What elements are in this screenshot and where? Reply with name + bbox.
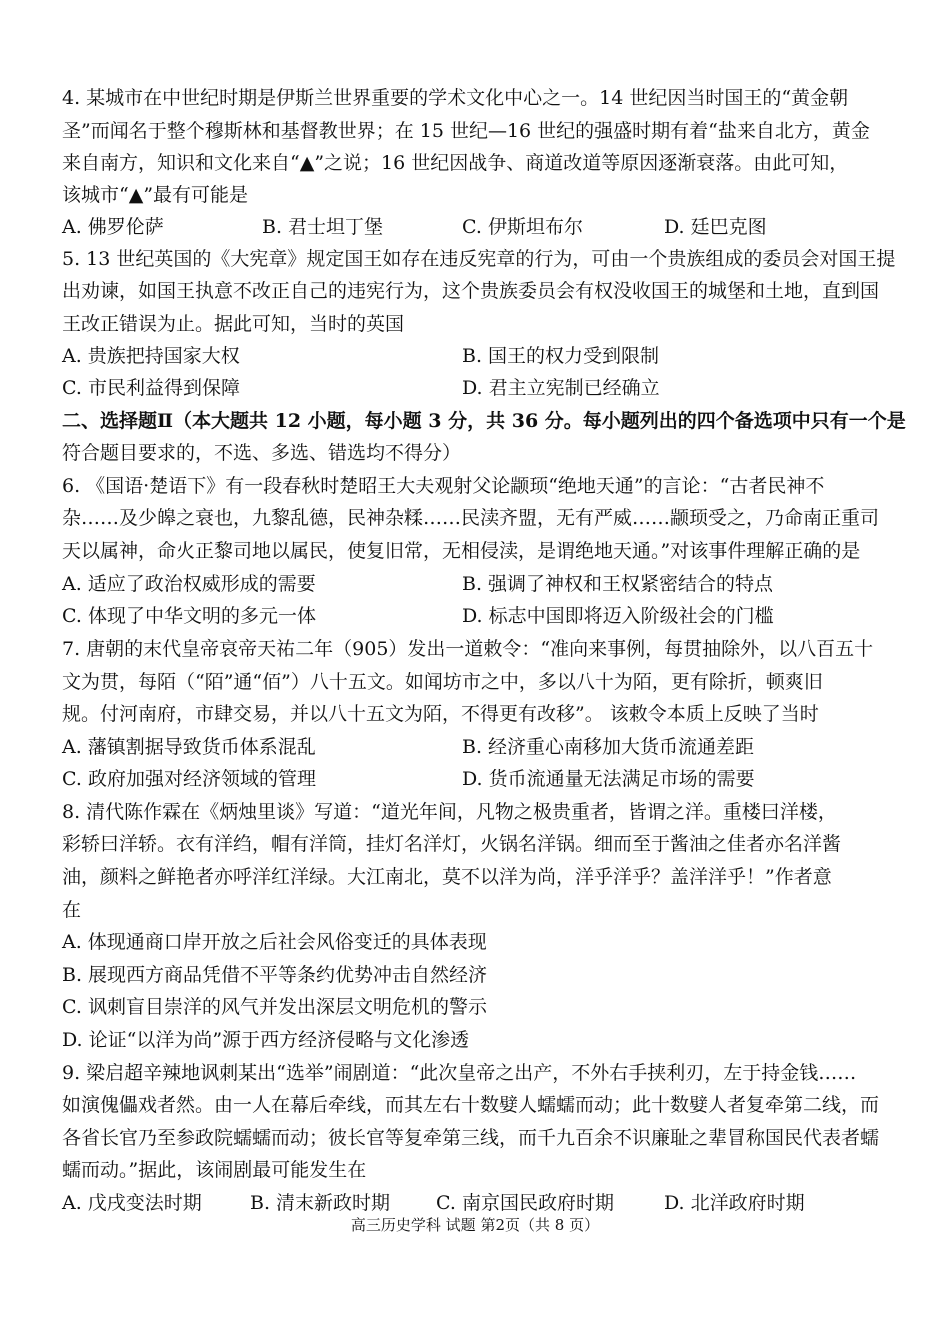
q6-line-2: 杂……及少皞之衰也，九黎乱德，民神杂糅……民渎齐盟，无有严威……颛顼受之，乃命南正重司 — [62, 507, 880, 529]
q7-line-1: 7. 唐朝的末代皇帝哀帝天祐二年（905）发出一道敕令：“准向来事例，每贯抽除外，以八百五十 — [62, 638, 874, 660]
q9-option-d: D. 北洋政府时期 — [664, 1192, 805, 1214]
q9-line-3: 各省长官乃至参政院蠕蠕而动；彼长官等复牵第三线，而千九百余不识廉耻之辈冒称国民代表者蠕 — [62, 1127, 880, 1149]
q9-line-4: 蠕而动。”据此，该闹剧最可能发生在 — [62, 1159, 367, 1181]
q9-option-b: B. 清末新政时期 — [250, 1192, 391, 1214]
q8-option-a: A. 体现通商口岸开放之后社会风俗变迁的具体表现 — [62, 931, 487, 953]
q9-line-2: 如演傀儡戏者然。由一人在幕后牵线，而其左右十数嬖人蠕蠕而动；此十数嬖人者复牵第二线，而 — [62, 1094, 880, 1116]
q4-line-1: 4. 某城市在中世纪时期是伊斯兰世界重要的学术文化中心之一。14 世纪因当时国王的“黄金朝 — [62, 87, 849, 109]
q6-line-3: 天以属神，命火正黎司地以属民，使复旧常，无相侵渎，是谓绝地天通。”对该事件理解正确的是 — [62, 540, 861, 562]
q8-line-1: 8. 清代陈作霖在《炳烛里谈》写道：“道光年间，凡物之极贵重者，皆谓之洋。重楼曰洋楼， — [62, 801, 837, 823]
q7-option-b: B. 经济重心南移加大货币流通差距 — [462, 736, 755, 758]
q5-option-b: B. 国王的权力受到限制 — [462, 345, 660, 367]
q7-option-c: C. 政府加强对经济领域的管理 — [62, 768, 316, 790]
q5-option-a: A. 贵族把持国家大权 — [62, 345, 240, 367]
section-2-header-line-1: 二、选择题Ⅱ（本大题共 12 小题，每小题 3 分，共 36 分。每小题列出的四个备选项中只有一个是 — [62, 410, 906, 432]
q8-line-3: 油，颜料之鲜艳者亦呼洋红洋绿。大江南北，莫不以洋为尚，洋乎洋乎？盖洋洋乎！”作者意 — [62, 866, 832, 888]
q4-option-c: C. 伊斯坦布尔 — [462, 216, 583, 238]
q8-option-c: C. 讽刺盲目崇洋的风气并发出深层文明危机的警示 — [62, 996, 487, 1018]
q6-option-a: A. 适应了政治权威形成的需要 — [62, 573, 316, 595]
q4-option-a: A. 佛罗伦萨 — [62, 216, 164, 238]
q6-option-d: D. 标志中国即将迈入阶级社会的门槛 — [462, 605, 774, 627]
q9-option-c: C. 南京国民政府时期 — [436, 1192, 614, 1214]
q8-option-d: D. 论证“以洋为尚”源于西方经济侵略与文化渗透 — [62, 1029, 470, 1051]
q5-line-1: 5. 13 世纪英国的《大宪章》规定国王如存在违反宪章的行为，可由一个贵族组成的委员会对国王提 — [62, 248, 896, 270]
q7-option-d: D. 货币流通量无法满足市场的需要 — [462, 768, 755, 790]
q8-option-b: B. 展现西方商品凭借不平等条约优势冲击自然经济 — [62, 964, 488, 986]
q4-option-b: B. 君士坦丁堡 — [262, 216, 384, 238]
page-footer: 高三历史学科 试题 第2页（共 8 页） — [350, 1216, 600, 1234]
q4-line-3: 来自南方，知识和文化来自“▲”之说；16 世纪因战争、商道改道等原因逐渐衰落。由此可知， — [62, 152, 849, 174]
q4-option-d: D. 廷巴克图 — [664, 216, 767, 238]
section-2-header-line-2: 符合题目要求的，不选、多选、错选均不得分） — [62, 442, 462, 464]
q9-option-a: A. 戊戌变法时期 — [62, 1192, 202, 1214]
q7-option-a: A. 藩镇割据导致货币体系混乱 — [62, 736, 316, 758]
q7-line-2: 文为贯，每陌（“陌”通“佰”）八十五文。如闻坊市之中，多以八十为陌，更有除折，顿爽旧 — [62, 671, 823, 693]
q7-line-3: 规。付河南府，市肆交易，并以八十五文为陌，不得更有改移”。 该敕令本质上反映了当时 — [62, 703, 819, 725]
q6-option-c: C. 体现了中华文明的多元一体 — [62, 605, 316, 627]
q5-option-d: D. 君主立宪制已经确立 — [462, 377, 660, 399]
q4-line-2: 圣”而闻名于整个穆斯林和基督教世界；在 15 世纪—16 世纪的强盛时期有着“盐来自北方，黄金 — [62, 120, 870, 142]
q6-line-1: 6. 《国语·楚语下》有一段春秋时楚昭王大夫观射父论颛顼“绝地天通”的言论：“古者民神不 — [62, 475, 825, 497]
q6-option-b: B. 强调了神权和王权紧密结合的特点 — [462, 573, 774, 595]
q5-option-c: C. 市民利益得到保障 — [62, 377, 240, 399]
q4-line-4: 该城市“▲”最有可能是 — [62, 184, 249, 206]
q8-line-4: 在 — [62, 899, 82, 921]
q5-line-3: 王改正错误为止。据此可知，当时的英国 — [62, 313, 405, 335]
q5-line-2: 出劝谏，如国王执意不改正自己的违宪行为，这个贵族委员会有权没收国王的城堡和土地，直到国 — [62, 280, 880, 302]
q9-line-1: 9. 梁启超辛辣地讽刺某出“选举”闹剧道：“此次皇帝之出产，不外右手挟利刃，左于持金钱…… — [62, 1062, 857, 1084]
q8-line-2: 彩轿曰洋轿。衣有洋绉，帽有洋筒，挂灯名洋灯，火锅名洋锅。细而至于酱油之佳者亦名洋酱 — [62, 833, 842, 855]
